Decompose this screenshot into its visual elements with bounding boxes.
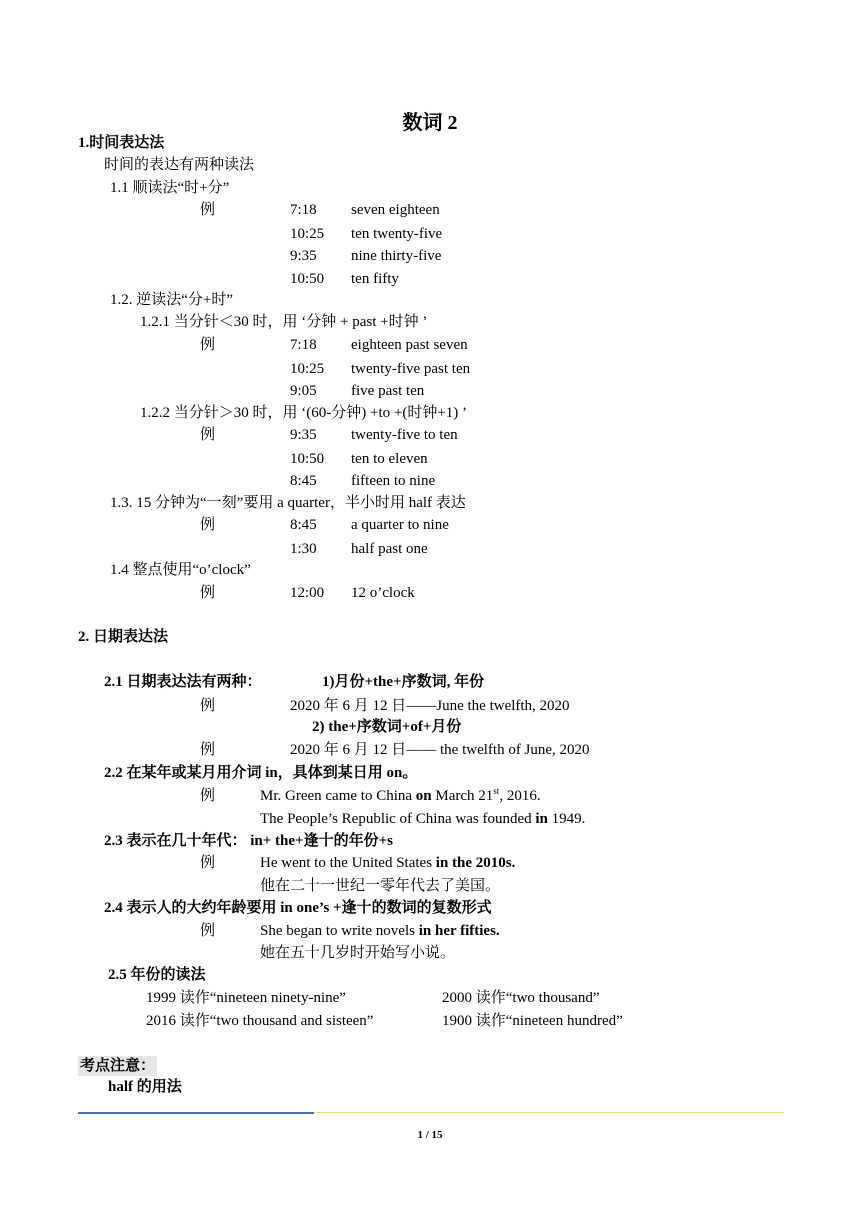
example-translation: 她在五十几岁时开始写小说。 [260, 945, 456, 961]
example-reading: seven eighteen [351, 202, 440, 218]
example-time: 9:35 [290, 427, 317, 443]
example-sentence: He went to the United States in the 2010s. [260, 855, 516, 871]
page-number: 1 / 15 [417, 1129, 443, 1141]
example-reading: half past one [351, 541, 428, 557]
subsection-2-4: 2.4 表示人的大约年龄要用 in one’s +逢十的数词的复数形式 [104, 900, 492, 916]
example-reading: eighteen past seven [351, 337, 468, 353]
example-time: 7:18 [290, 202, 317, 218]
example-reading: twenty-five past ten [351, 361, 471, 377]
example-label: 例 [200, 855, 216, 871]
subsection-2-5: 2.5 年份的读法 [108, 967, 206, 983]
example-time: 9:05 [290, 383, 317, 399]
example-reading: ten twenty-five [351, 226, 443, 242]
section-heading-time: 1.时间表达法 [78, 135, 165, 151]
example-time: 1:30 [290, 541, 317, 557]
example-reading: twenty-five to ten [351, 427, 458, 443]
example-label: 例 [200, 427, 216, 443]
example-reading: 12 o’clock [351, 585, 415, 601]
subsection-1-4: 1.4 整点使用“o’clock” [110, 562, 251, 578]
year-reading: 1999 读作“nineteen ninety-nine” [146, 990, 346, 1006]
date-form-2: 2) the+序数词+of+月份 [312, 719, 462, 735]
example-reading: five past ten [351, 383, 425, 399]
example-label: 例 [200, 742, 216, 758]
footer-divider [78, 1112, 314, 1114]
date-example: 2020 年 6 月 12 日——June the twelfth, 2020 [290, 698, 570, 714]
example-label: 例 [200, 585, 216, 601]
example-time: 10:25 [290, 361, 325, 377]
subsection-1-3: 1.3. 15 分钟为“一刻”要用 a quarter，半小时用 half 表达 [110, 495, 466, 511]
example-label: 例 [200, 202, 216, 218]
example-reading: ten to eleven [351, 451, 428, 467]
example-reading: fifteen to nine [351, 473, 436, 489]
year-reading: 2016 读作“two thousand and sisteen” [146, 1013, 374, 1029]
page-title: 数词 2 [402, 112, 458, 134]
example-reading: a quarter to nine [351, 517, 449, 533]
example-time: 8:45 [290, 517, 317, 533]
date-example: 2020 年 6 月 12 日—— the twelfth of June, 2020 [290, 742, 590, 758]
section-heading-date: 2. 日期表达法 [78, 629, 169, 645]
example-time: 10:50 [290, 451, 325, 467]
example-sentence: She began to write novels in her fifties. [260, 923, 500, 939]
example-sentence: The People’s Republic of China was founded in 1949. [260, 811, 586, 827]
example-label: 例 [200, 337, 216, 353]
example-translation: 他在二十一世纪一零年代去了美国。 [260, 878, 501, 894]
example-time: 9:35 [290, 248, 317, 264]
date-form-1: 1)月份+the+序数词, 年份 [322, 674, 485, 690]
subsection-1-2-2: 1.2.2 当分针＞30 时，用 ‘(60-分钟) +to +(时钟+1) ’ [140, 405, 468, 421]
example-reading: nine thirty-five [351, 248, 442, 264]
year-reading: 1900 读作“nineteen hundred” [442, 1013, 623, 1029]
subsection-2-3: 2.3 表示在几十年代： in+ the+逢十的年份+s [104, 833, 393, 849]
example-reading: ten fifty [351, 271, 399, 287]
section-intro: 时间的表达有两种读法 [104, 157, 255, 173]
example-time: 10:25 [290, 226, 325, 242]
subsection-1-2: 1.2. 逆读法“分+时” [110, 292, 234, 308]
subsection-1-1: 1.1 顺读法“时+分” [110, 180, 230, 196]
example-time: 7:18 [290, 337, 317, 353]
example-label: 例 [200, 698, 216, 714]
year-reading: 2000 读作“two thousand” [442, 990, 600, 1006]
example-label: 例 [200, 788, 216, 804]
subsection-1-2-1: 1.2.1 当分针＜30 时，用 ‘分钟 + past +时钟 ’ [140, 314, 428, 330]
footer-divider [314, 1112, 784, 1113]
example-time: 10:50 [290, 271, 325, 287]
example-sentence: Mr. Green came to China on March 21st, 2016. [260, 786, 541, 804]
example-label: 例 [200, 517, 216, 533]
subsection-2-1: 2.1 日期表达法有两种： [104, 674, 262, 690]
subsection-2-2: 2.2 在某年或某月用介词 in，具体到某日用 on。 [104, 765, 418, 781]
notes-subheading: half 的用法 [108, 1079, 182, 1095]
example-time: 12:00 [290, 585, 325, 601]
notes-label: 考点注意： [80, 1058, 156, 1074]
example-label: 例 [200, 923, 216, 939]
example-time: 8:45 [290, 473, 317, 489]
